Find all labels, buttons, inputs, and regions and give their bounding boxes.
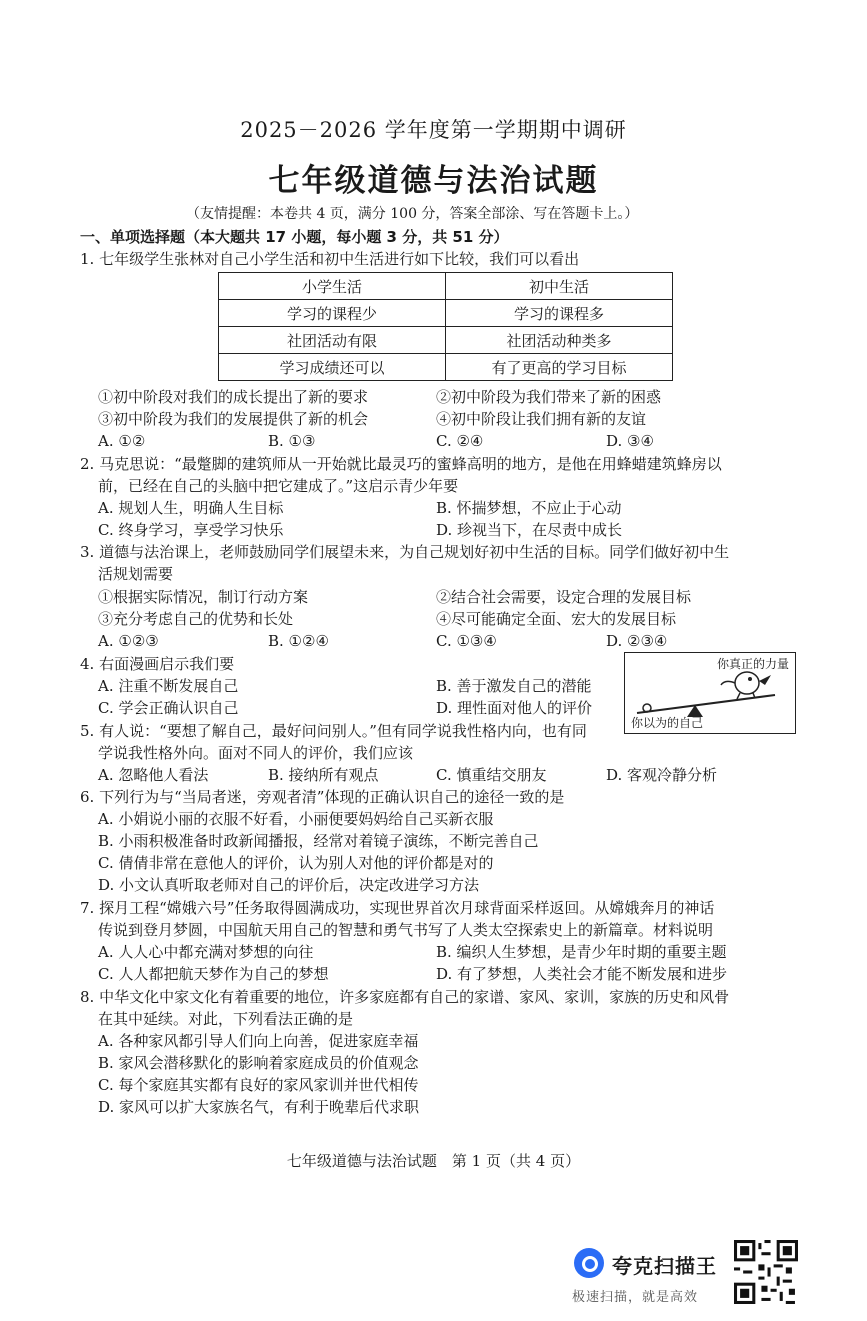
question-1-option-d: D. ③④ — [606, 432, 654, 450]
question-4-cartoon — [624, 652, 796, 734]
cartoon-caption-top: 你真正的力量 — [716, 657, 789, 671]
question-3-option-a: A. ①②③ — [98, 632, 159, 650]
question-7-option-b: B. 编织人生梦想，是青少年时期的重要主题 — [436, 943, 727, 961]
question-6-stem: 6. 下列行为与“当局者迷，旁观者清”体现的正确认识自己的途径一致的是 — [80, 788, 565, 806]
qr-code-icon — [734, 1240, 798, 1304]
question-5-option-a: A. 忽略他人看法 — [98, 766, 209, 784]
question-5-option-b: B. 接纳所有观点 — [268, 766, 379, 784]
question-1-statement-1: ①初中阶段对我们的成长提出了新的要求 — [98, 388, 369, 406]
question-4-option-a: A. 注重不断发展自己 — [98, 677, 239, 695]
question-2-stem-line-1: 2. 马克思说：“最蹩脚的建筑师从一开始就比最灵巧的蜜蜂高明的地方，是他在用蜂蜡建筑蜂房以 — [80, 455, 722, 473]
exam-year-title: 2025－2026 学年度第一学期期中调研 — [240, 118, 627, 142]
question-3-option-d: D. ②③④ — [606, 632, 668, 650]
question-7-stem-line-2: 传说到登月梦圆，中国航天用自己的智慧和勇气书写了人类太空探索史上的新篇章。材料说明 — [98, 921, 714, 939]
table-row — [219, 354, 673, 381]
question-4-stem: 4. 右面漫画启示我们要 — [80, 655, 235, 673]
cartoon-caption-bottom: 你以为的自己 — [631, 716, 704, 730]
question-3-statement-1: ①根据实际情况，制订行动方案 — [98, 588, 309, 606]
table-cell: 社团活动有限 — [219, 327, 446, 354]
table-header-row — [219, 273, 673, 300]
question-4-option-b: B. 善于激发自己的潜能 — [436, 677, 592, 695]
question-1-option-b: B. ①③ — [268, 432, 316, 450]
question-2-option-a: A. 规划人生，明确人生目标 — [98, 499, 284, 517]
question-7-option-d: D. 有了梦想，人类社会才能不断发展和进步 — [436, 965, 728, 983]
question-7-stem-line-1: 7. 探月工程“嫦娥六号”任务取得圆满成功，实现世界首次月球背面采样返回。从嫦娥奔月的神话 — [80, 899, 715, 917]
question-3-stem-line-2: 活规划需要 — [98, 565, 174, 583]
question-3-statement-4: ④尽可能确定全面、宏大的发展目标 — [436, 610, 677, 628]
question-1-option-c: C. ②④ — [436, 432, 484, 450]
question-8-option-a: A. 各种家风都引导人们向上向善，促进家庭幸福 — [98, 1032, 419, 1050]
question-4-option-c: C. 学会正确认识自己 — [98, 699, 239, 717]
question-6-option-c: C. 倩倩非常在意他人的评价，认为别人对他的评价都是对的 — [98, 854, 494, 872]
question-4-option-d: D. 理性面对他人的评价 — [436, 699, 593, 717]
question-1-stem: 1. 七年级学生张林对自己小学生活和初中生活进行如下比较，我们可以看出 — [80, 250, 580, 268]
question-5-option-c: C. 慎重结交朋友 — [436, 766, 547, 784]
question-8-option-c: C. 每个家庭其实都有良好的家风家训并世代相传 — [98, 1076, 419, 1094]
question-3-option-c: C. ①③④ — [436, 632, 497, 650]
table-cell: 学习的课程少 — [219, 300, 446, 327]
question-1-statement-4: ④初中阶段让我们拥有新的友谊 — [436, 410, 647, 428]
question-1-option-a: A. ①② — [98, 432, 146, 450]
question-3-statement-2: ②结合社会需要，设定合理的发展目标 — [436, 588, 692, 606]
question-6-option-b: B. 小雨积极准备时政新闻播报，经常对着镜子演练，不断完善自己 — [98, 832, 539, 850]
scanner-logo-icon — [574, 1248, 604, 1278]
exam-title: 七年级道德与法治试题 — [268, 163, 599, 199]
question-7-option-c: C. 人人都把航天梦作为自己的梦想 — [98, 965, 329, 983]
scanner-watermark — [572, 1246, 732, 1306]
question-8-option-d: D. 家风可以扩大家族名气，有利于晚辈后代求职 — [98, 1098, 420, 1116]
table-header-cell: 初中生活 — [446, 273, 673, 300]
question-8-stem-line-2: 在其中延续。对此，下列看法正确的是 — [98, 1010, 354, 1028]
question-1-statement-2: ②初中阶段为我们带来了新的困惑 — [436, 388, 662, 406]
table-cell: 学习的课程多 — [446, 300, 673, 327]
question-3-stem-line-1: 3. 道德与法治课上，老师鼓励同学们展望未来，为自己规划好初中生活的目标。同学们做好初中生 — [80, 543, 730, 561]
question-5-option-d: D. 客观冷静分析 — [606, 766, 718, 784]
question-3-statement-3: ③充分考虑自己的优势和长处 — [98, 610, 294, 628]
question-2-stem-line-2: 前，已经在自己的头脑中把它建成了。”这启示青少年要 — [98, 477, 459, 495]
table-row — [219, 300, 673, 327]
table-header-cell: 小学生活 — [219, 273, 446, 300]
question-2-option-c: C. 终身学习，享受学习快乐 — [98, 521, 284, 539]
page-footer: 七年级道德与法治试题 第 1 页（共 4 页） — [286, 1152, 581, 1170]
question-1-statement-3: ③初中阶段为我们的发展提供了新的机会 — [98, 410, 369, 428]
question-6-option-d: D. 小文认真听取老师对自己的评价后，决定改进学习方法 — [98, 876, 480, 894]
scanner-slogan: 极速扫描，就是高效 — [572, 1290, 699, 1305]
table-cell: 有了更高的学习目标 — [446, 354, 673, 381]
exam-notice: （友情提醒：本卷共 4 页，满分 100 分，答案全部涂、写在答题卡上。） — [186, 206, 639, 222]
question-2-option-d: D. 珍视当下，在尽责中成长 — [436, 521, 623, 539]
scanner-brand-name: 夸克扫描王 — [612, 1254, 717, 1278]
table-cell: 学习成绩还可以 — [219, 354, 446, 381]
question-8-option-b: B. 家风会潜移默化的影响着家庭成员的价值观念 — [98, 1054, 419, 1072]
section-title: 一、单项选择题（本大题共 17 小题，每小题 3 分，共 51 分） — [80, 228, 509, 246]
question-7-option-a: A. 人人心中都充满对梦想的向往 — [98, 943, 314, 961]
table-cell: 社团活动种类多 — [446, 327, 673, 354]
question-6-option-a: A. 小娟说小丽的衣服不好看，小丽便要妈妈给自己买新衣服 — [98, 810, 494, 828]
question-3-option-b: B. ①②④ — [268, 632, 329, 650]
question-5-stem-line-1: 5. 有人说：“要想了解自己，最好问问别人。”但有同学说我性格内向，也有同 — [80, 722, 587, 740]
question-1-comparison-table — [218, 272, 673, 381]
question-5-stem-line-2: 学说我性格外向。面对不同人的评价，我们应该 — [98, 744, 414, 762]
question-8-stem-line-1: 8. 中华文化中家文化有着重要的地位，许多家庭都有自己的家谱、家风、家训，家族的历史和风骨 — [80, 988, 730, 1006]
question-2-option-b: B. 怀揣梦想，不应止于心动 — [436, 499, 622, 517]
table-row — [219, 327, 673, 354]
